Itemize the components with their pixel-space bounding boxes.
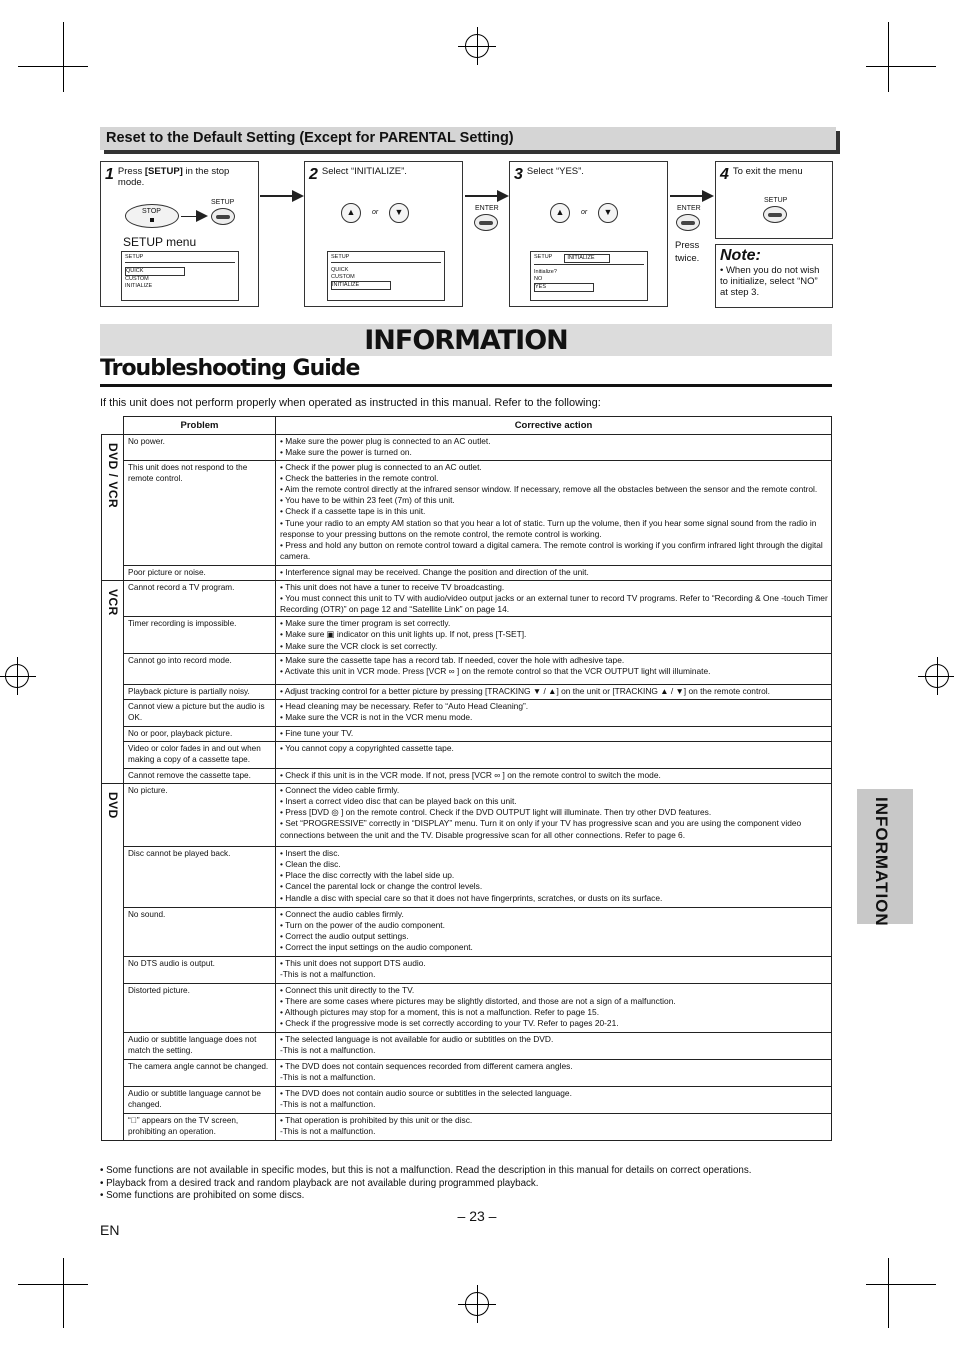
problem-cell: Poor picture or noise. [124,565,276,580]
action-line: • Adjust tracking control for a better picture by pressing [TRACKING ▼ / ▲] on the unit or [TRACKING ▲ / ▼] on the remote control. [280,685,770,696]
action-line: • The DVD does not contain audio source or subtitles in the selected language. [280,1087,572,1098]
screen-title-selected: INITIALIZE [564,254,609,263]
problem-cell: Disc cannot be played back. [124,846,276,907]
step-4 [715,161,833,239]
screen-illustration [327,251,445,301]
setup-button-icon [763,206,787,223]
action-line: • Press and hold any button on remote control toward a digital camera. The remote control is working if you confirm infrared light through the digital camera. [280,540,823,562]
step-text-bold: [SETUP] [144,166,183,177]
screen-item: QUICK [125,267,185,276]
action-line: • Connect this unit directly to the TV. [280,984,415,995]
problem-cell: “⃠” appears on the TV screen, prohibiting an operation. [124,1113,276,1140]
screen-item: CUSTOM [331,274,355,280]
action-cell [276,846,832,907]
table-row [102,435,832,460]
action-line: • Insert the disc. [280,847,340,858]
action-line: • This unit does not have a tuner to receive TV broadcasting. [280,581,505,592]
action-line: • Handle a disc with special care so that it does not have fingerprints, scratches, or dusts on its surface. [280,892,663,903]
problem-cell: Cannot go into record mode. [124,653,276,684]
troubleshooting-table [101,416,832,1141]
intro-text: If this unit does not perform properly when operated as instructed in this manual. Refer to the following: [100,397,601,409]
action-cell [276,1032,832,1059]
screen-item: INITIALIZE [125,283,153,289]
table-row [102,907,832,956]
table-row [102,983,832,1032]
step-number: 2 [309,166,318,183]
problem-cell: No sound. [124,907,276,956]
problem-cell: Audio or subtitle language cannot be changed. [124,1086,276,1113]
table-row [102,617,832,654]
action-cell [276,726,832,741]
action-line: • You cannot copy a copyrighted cassette tape. [280,742,454,753]
table-row [102,653,832,684]
registration-mark [925,664,949,688]
action-line: • Press [DVD ◎ ] on the remote control. Check if the DVD OUTPUT light will illuminate. Then try other DVD features. [280,807,712,818]
action-line: -This is not a malfunction. [280,1072,376,1083]
enter-button-icon [676,214,700,231]
footnote: • Playback from a desired track and random playback are not available during programmed playback. [100,1177,539,1189]
action-line: • Correct the input settings on the audio component. [280,942,473,953]
action-line: • You must connect this unit to TV with audio/video output jacks or an external tuner to record TV programs. Refer to “Recording & One -touch Timer Recording (OTR)” on page 12 and “Satellite Link” on page 14. [280,592,828,615]
registration-mark [5,664,29,688]
step-number: 3 [514,166,523,183]
step-number: 4 [720,166,729,183]
action-line: • Check if the progressive mode is set correctly according to your TV. Refer to pages 20-21. [280,1018,619,1029]
table-row [102,699,832,726]
action-cell [276,1113,832,1140]
flow-arrow-icon [260,195,302,197]
language-code: EN [100,1222,120,1238]
screen-item: NO [534,276,543,282]
problem-cell: This unit does not respond to the remote control. [124,460,276,565]
action-cell [276,435,832,460]
action-line: • Check if a cassette tape is in this unit. [280,506,426,517]
setup-label: SETUP [764,197,788,204]
action-line: -This is not a malfunction. [280,969,376,980]
flow-arrow-icon [465,195,507,197]
screen-item: CUSTOM [125,276,149,282]
table-row [102,726,832,741]
action-cell [276,768,832,783]
group-label: VCR [106,588,121,616]
stop-label: STOP [142,208,161,215]
action-line: • Make sure the power plug is connected to an AC outlet. [280,436,491,447]
problem-cell: No picture. [124,783,276,846]
or-label: or [372,209,379,216]
title-rule [100,384,832,387]
screen-title: SETUP [534,254,553,260]
screen-item: QUICK [331,267,349,273]
crop-mark [18,1284,88,1285]
action-line: • Check if this unit is in the VCR mode. If not, press [VCR ∞ ] on the remote control to switch the mode. [280,769,661,780]
action-line: • Make sure the timer program is set correctly. [280,618,451,629]
action-line: • Activate this unit in VCR mode. Press [VCR ∞ ] on the remote control so that the VCR OUTPUT light will illuminate. [280,666,711,677]
screen-illustration [530,251,648,301]
action-cell [276,783,832,846]
up-arrow-button-icon: ▲ [341,203,361,223]
step-3 [509,161,668,307]
step-text: in the stop mode. [117,166,230,188]
problem-cell: Audio or subtitle language does not match the setting. [124,1032,276,1059]
table-row [102,1059,832,1086]
setup-menu-label: SETUP menu [123,235,197,249]
action-line: • Connect the video cable firmly. [280,784,400,795]
action-line: • Make sure the VCR is not in the VCR menu mode. [280,712,473,723]
action-line: -This is not a malfunction. [280,1045,376,1056]
action-line: • Interference signal may be received. Change the position and direction of the unit. [280,566,589,577]
table-row [102,580,832,617]
action-cell [276,565,832,580]
step-text: Select “INITIALIZE”. [321,166,407,177]
note-title: Note: [720,247,761,264]
problem-cell: Playback picture is partially noisy. [124,684,276,699]
header-spacer [102,417,124,435]
action-line: • Insert a correct video disc that can be played back on this unit. [280,796,517,807]
action-line: • That operation is prohibited by this unit or the disc. [280,1114,473,1125]
side-tab [857,789,913,927]
down-arrow-button-icon: ▼ [598,203,618,223]
action-line: • Place the disc correctly with the label side up. [280,870,455,881]
action-line: -This is not a malfunction. [280,1099,376,1110]
side-tab-label: INFORMATION [872,797,891,927]
footnote: • Some functions are not available in specific modes, but this is not a malfunction. Read the description in this manual for details on correct operations. [100,1165,752,1176]
action-cell [276,956,832,983]
crop-mark [63,1258,64,1328]
step-text: Press [117,166,145,177]
group-cell [102,435,124,580]
group-cell [102,783,124,1140]
screen-title: SETUP [331,254,441,263]
crop-mark [866,66,936,67]
action-line: • Set “PROGRESSIVE” correctly in “DISPLAY” menu. Turn it on only if your TV has progressive scan and you are using the component video connections between the unit and the TV. Disable progressive scan for all other connections. Refer to page 6. [280,818,802,840]
crop-mark [63,22,64,92]
stop-square-icon [150,218,154,222]
action-cell [276,460,832,565]
enter-label: ENTER [475,205,499,212]
footnotes [100,1165,751,1203]
table-row [102,1032,832,1059]
crop-mark [888,1258,889,1328]
step-number: 1 [105,166,114,183]
action-cell [276,580,832,617]
note-box [715,244,833,308]
screen-item: Initialize? [534,269,557,275]
step-1 [100,161,259,307]
registration-mark [465,1292,489,1316]
screen-title: SETUP [125,254,235,263]
table-row [102,768,832,783]
problem-cell: Cannot record a TV program. [124,580,276,617]
problem-cell: No or poor, playback picture. [124,726,276,741]
column-header: Problem [124,417,276,435]
action-line: • The selected language is not available for audio or subtitles on the DVD. [280,1033,554,1044]
problem-cell: No power. [124,435,276,460]
problem-cell: Cannot remove the cassette tape. [124,768,276,783]
group-cell [102,580,124,783]
table-row [102,741,832,768]
table-header-row [102,417,832,435]
action-line: • Cancel the parental lock or change the control levels. [280,881,483,892]
flow-arrow-icon [670,195,712,197]
step-text: Select “YES”. [526,166,584,177]
note-text: • When you do not wish to initialize, select “NO” at step 3. [720,265,820,298]
action-line: • Although pictures may stop for a moment, this is not a malfunction. Refer to page 15. [280,1007,600,1018]
action-cell [276,983,832,1032]
problem-cell: The camera angle cannot be changed. [124,1059,276,1086]
action-line: • Make sure ▣ indicator on this unit lights up. If not, press [T-SET]. [280,629,527,640]
registration-mark [465,34,489,58]
section-heading: Reset to the Default Setting (Except for PARENTAL Setting) [100,127,836,150]
action-cell [276,1086,832,1113]
crop-mark [866,1284,936,1285]
action-line: • Correct the audio output settings. [280,931,409,942]
or-label: or [581,209,588,216]
footnote: • Some functions are prohibited on some discs. [100,1190,305,1201]
screen-illustration [121,251,239,301]
step-2 [304,161,463,307]
problem-cell: Cannot view a picture but the audio is OK. [124,699,276,726]
down-arrow-button-icon: ▼ [389,203,409,223]
column-header: Corrective action [276,417,832,435]
table-row [102,783,832,846]
action-cell [276,907,832,956]
table-row [102,956,832,983]
table-row [102,684,832,699]
information-banner: INFORMATION [100,324,832,356]
enter-button-icon [474,214,498,231]
action-line: • There are some cases where pictures may be slightly distorted, and those are not a sign of a malfunction. [280,996,676,1007]
action-line: -This is not a malfunction. [280,1126,376,1137]
action-line: • Clean the disc. [280,859,341,870]
page-number: – 23 – [457,1208,497,1224]
action-cell [276,617,832,654]
problem-cell: No DTS audio is output. [124,956,276,983]
screen-item: INITIALIZE [331,281,391,290]
up-arrow-button-icon: ▲ [550,203,570,223]
table-row [102,565,832,580]
action-line: • Aim the remote control directly at the infrared sensor window. If necessary, remove all the obstacles between the sensor and the remote control. [280,484,818,495]
enter-label: ENTER [677,205,701,212]
action-line: • Make sure the power is turned on. [280,447,412,458]
crop-mark [18,66,88,67]
table-row [102,1113,832,1140]
action-line: • This unit does not support DTS audio. [280,957,426,968]
page-title: Troubleshooting Guide [100,356,360,381]
action-line: • Fine tune your TV. [280,727,354,738]
action-line: • The DVD does not contain sequences recorded from different camera angles. [280,1060,573,1071]
action-line: • Make sure the cassette tape has a record tab. If needed, cover the hole with adhesive tape. [280,654,625,665]
crop-mark [888,22,889,92]
action-line: • Connect the audio cables firmly. [280,908,404,919]
action-line: • Check if the power plug is connected to an AC outlet. [280,461,482,472]
action-line: • Turn on the power of the audio component. [280,920,445,931]
table-row [102,846,832,907]
action-cell [276,1059,832,1086]
arrow-icon [181,216,206,217]
action-line: • Head cleaning may be necessary. Refer to “Auto Head Cleaning”. [280,700,529,711]
group-label: DVD [106,791,121,819]
setup-label: SETUP [211,199,235,206]
action-line: • Check the batteries in the remote control. [280,472,439,483]
action-cell [276,741,832,768]
setup-button-icon [211,208,235,225]
screen-item: YES [534,283,594,292]
step-text: To exit the menu [732,166,803,177]
table-row [102,1086,832,1113]
action-cell [276,684,832,699]
action-line: • Tune your radio to an empty AM station so that you hear a lot of static. Turn up the volume, then if you hear some signal sound from the radio in response to your pressing buttons on the remote control, the remote control is working. [280,517,817,539]
action-line: • Make sure the VCR clock is set correctly. [280,640,438,651]
press-twice-text: Press twice. [675,240,700,264]
action-cell [276,653,832,684]
table-row [102,460,832,565]
action-cell [276,699,832,726]
action-line: • You have to be within 23 feet (7m) of this unit. [280,495,455,506]
stop-button-icon [125,204,179,228]
problem-cell: Distorted picture. [124,983,276,1032]
group-label: DVD / VCR [106,443,121,509]
problem-cell: Timer recording is impossible. [124,617,276,654]
problem-cell: Video or color fades in and out when making a copy of a cassette tape. [124,741,276,768]
